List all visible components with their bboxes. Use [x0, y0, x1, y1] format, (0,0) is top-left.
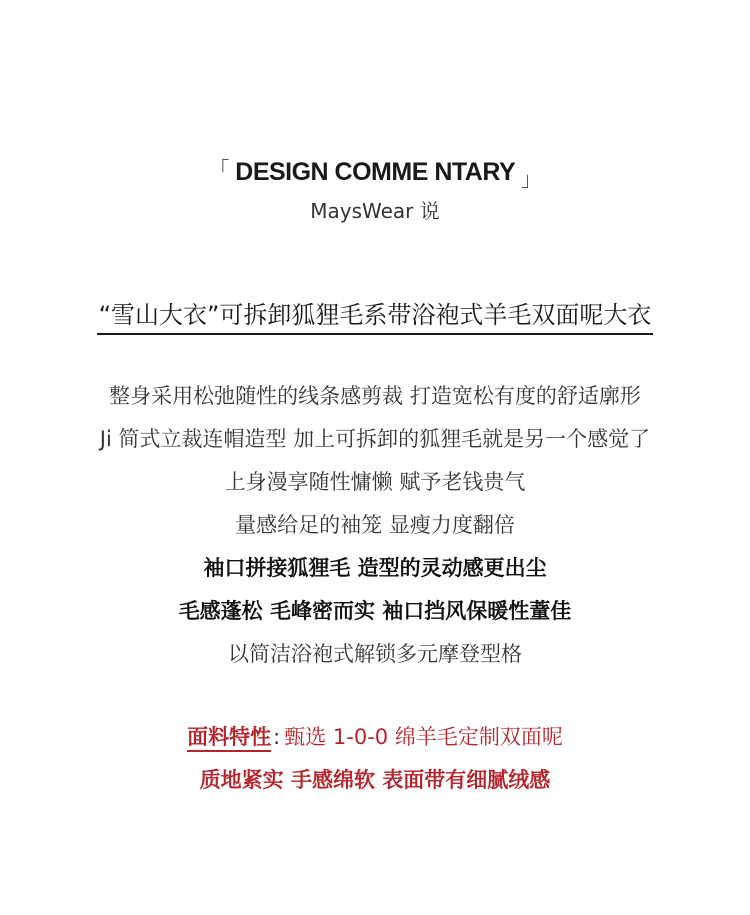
description-line: Ji 简式立裁连帽造型 加上可拆卸的狐狸毛就是另一个感觉了: [99, 427, 651, 451]
description-line-emphasis: 袖口拼接狐狸毛 造型的灵动感更出尘: [203, 556, 547, 580]
brand-subtitle: MaysWear 说: [310, 199, 440, 223]
description-line: 以简洁浴袍式解锁多元摩登型格: [228, 642, 522, 666]
description-lines: [0, 375, 750, 676]
fabric-section: [0, 716, 750, 802]
fabric-spec: [0, 716, 750, 759]
heading-text: DESIGN COMME NTARY: [235, 158, 515, 186]
section-heading: [0, 157, 750, 191]
fabric-value: 甄选 1-0-0 绵羊毛定制双面呢: [284, 725, 563, 749]
design-commentary-header: [0, 157, 750, 224]
corner-bracket-open: 「: [209, 159, 229, 181]
fabric-separator: :: [273, 725, 281, 749]
description-line: 量感给足的袖笼 显瘦力度翻倍: [235, 513, 515, 537]
product-title-text: “雪山大衣”可拆卸狐狸毛系带浴袍式羊毛双面呢大衣: [97, 295, 654, 335]
product-title: [0, 295, 750, 335]
fabric-label: 面料特性: [187, 725, 271, 752]
description-line: 上身漫享随性慵懒 赋予老钱贵气: [224, 470, 526, 494]
corner-bracket-close: 」: [521, 169, 541, 191]
fabric-highlight: 质地紧实 手感绵软 表面带有细腻绒感: [199, 768, 551, 792]
description-line: 整身采用松弛随性的线条感剪裁 打造宽松有度的舒适廓形: [109, 384, 641, 408]
description-line-emphasis: 毛感蓬松 毛峰密而实 袖口挡风保暖性蕫佳: [178, 599, 572, 623]
